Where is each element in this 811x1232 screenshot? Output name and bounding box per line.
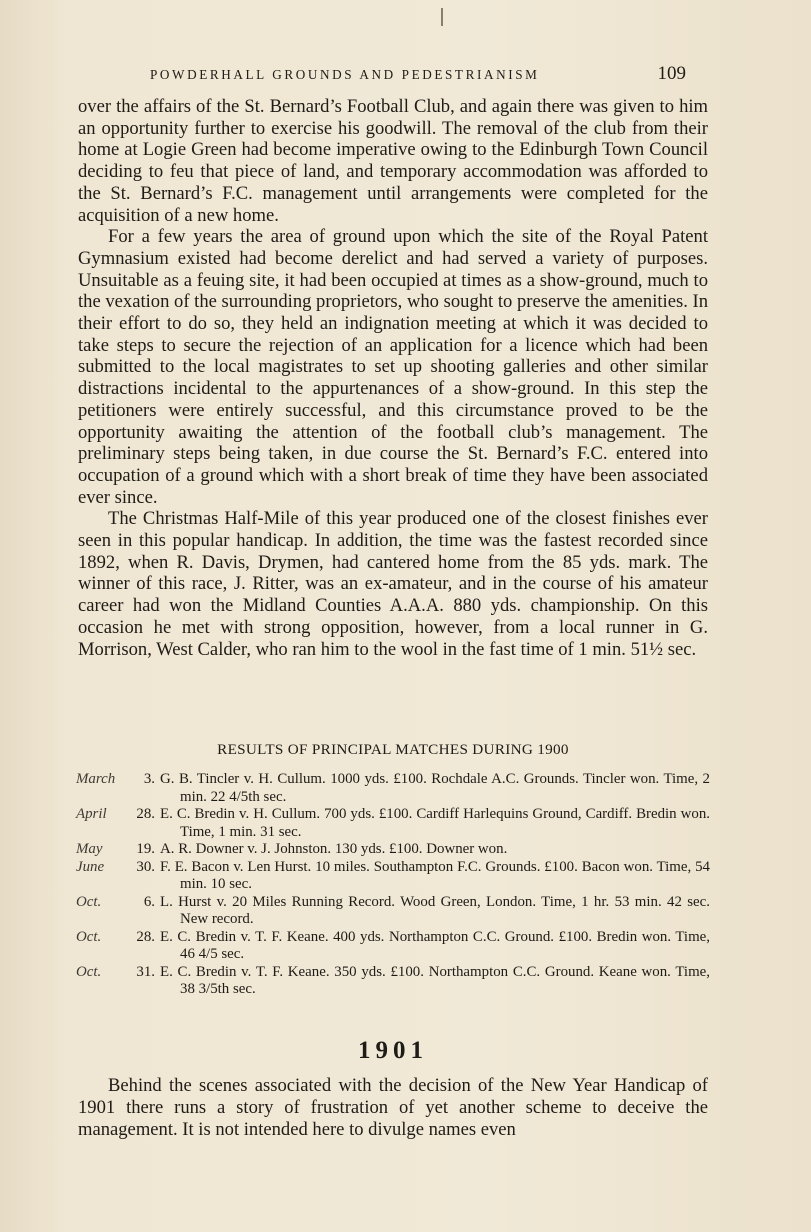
entry-description: L. Hurst v. 20 Miles Running Record. Wood Green, London. Time, 1 hr. 53 min. 42 sec. New record. bbox=[160, 893, 710, 927]
page-mark bbox=[441, 8, 443, 26]
entry-description: E. C. Bredin v. T. F. Keane. 400 yds. Northampton C.C. Ground. £100. Bredin won. Time, 46 4/5 sec. bbox=[160, 928, 710, 962]
paragraph: Behind the scenes associated with the decision of the New Year Handicap of 1901 there runs a story of frustration of yet another scheme to deceive the management. It is not intended here to divulge names even bbox=[78, 1075, 708, 1140]
entry-day: 19. bbox=[136, 841, 155, 857]
entry-month: June bbox=[76, 858, 105, 875]
result-entry bbox=[76, 964, 710, 999]
paragraph: For a few years the area of ground upon which the site of the Royal Patent Gymnasium existed had become derelict and had served a variety of purposes. Unsuitable as a feuing site, it had been occupied at times as a show-ground, much to the vexation of the surrounding proprietors, who sought to preserve the amenities. In their effort to do so, they held an indignation meeting at which it was decided to take steps to secure the rejection of an application for a licence which had been submitted to the local magistrates to set up shooting galleries and other similar distractions incidental to the appurtenances of a show-ground. In this step the petitioners were entirely successful, and this circumstance proved to be the opportunity awaiting the attention of the football club’s management. The preliminary steps being taken, in due course the St. Bernard’s F.C. entered into occupation of a ground which with a short break of time they have been associated ever since. bbox=[78, 226, 708, 508]
entry-month: March bbox=[76, 771, 116, 787]
entry-day: 31. bbox=[136, 963, 155, 980]
entry-day: 30. bbox=[136, 858, 155, 875]
running-head: POWDERHALL GROUNDS AND PEDESTRIANISM bbox=[150, 67, 540, 82]
entry-description: F. E. Bacon v. Len Hurst. 10 miles. Southampton F.C. Grounds. £100. Bacon won. Time, 54 min. 10 sec. bbox=[160, 858, 710, 892]
year-heading: 1901 bbox=[358, 1037, 428, 1064]
paragraph: over the affairs of the St. Bernard’s Football Club, and again there was given to him an opportunity further to exercise his goodwill. The removal of the club from their home at Logie Green had become imperative owing to the Edinburgh Town Council deciding to feu that piece of land, and temporary accommodation was afforded to the St. Bernard’s F.C. management until arrangements were completed for the acquisition of a new home. bbox=[78, 96, 708, 226]
entry-day: 28. bbox=[136, 806, 155, 822]
result-entry bbox=[76, 929, 710, 964]
entry-day: 6. bbox=[143, 893, 155, 910]
entry-day: 28. bbox=[136, 928, 155, 945]
entry-description: E. C. Bredin v. H. Cullum. 700 yds. £100. Cardiff Harlequins Ground, Cardiff. Bredin won. Time, 1 min. 31 sec. bbox=[160, 806, 710, 840]
result-entry bbox=[76, 771, 710, 806]
entry-description: A. R. Downer v. J. Johnston. 130 yds. £100. Downer won. bbox=[160, 841, 508, 857]
entry-description: G. B. Tincler v. H. Cullum. 1000 yds. £100. Rochdale A.C. Grounds. Tincler won. Time, 2 min. 22 4/5th sec. bbox=[160, 771, 710, 805]
entry-day: 3. bbox=[143, 771, 155, 787]
entry-month: Oct. bbox=[76, 963, 102, 980]
result-entry bbox=[76, 841, 710, 859]
entry-month: Oct. bbox=[76, 928, 102, 945]
entry-description: E. C. Bredin v. T. F. Keane. 350 yds. £100. Northampton C.C. Ground. Keane won. Time, 38 3/5th sec. bbox=[160, 963, 710, 997]
result-entry bbox=[76, 859, 710, 894]
result-entry bbox=[76, 894, 710, 929]
entry-month: April bbox=[76, 806, 107, 822]
page-header bbox=[150, 63, 686, 87]
paragraph: The Christmas Half-Mile of this year produced one of the closest finishes ever seen in this popular handicap. In addition, the time was the fastest recorded since 1892, when R. Davis, Drymen, had cantered home from the 85 yds. mark. The winner of this race, J. Ritter, was an ex-amateur, and in the course of his amateur career had won the Midland Counties A.A.A. 880 yds. championship. On this occasion he met with strong opposition, however, from a local runner in G. Morrison, West Calder, who ran him to the wool in the fast time of 1 min. 51½ sec. bbox=[78, 508, 708, 660]
page-number: 109 bbox=[657, 63, 686, 84]
entry-month: May bbox=[76, 841, 103, 857]
results-title: RESULTS OF PRINCIPAL MATCHES DURING 1900 bbox=[217, 741, 569, 758]
closing-text bbox=[78, 1075, 708, 1141]
result-entry bbox=[76, 806, 710, 841]
main-text bbox=[78, 96, 708, 660]
results-list bbox=[76, 771, 710, 999]
entry-month: Oct. bbox=[76, 893, 102, 910]
